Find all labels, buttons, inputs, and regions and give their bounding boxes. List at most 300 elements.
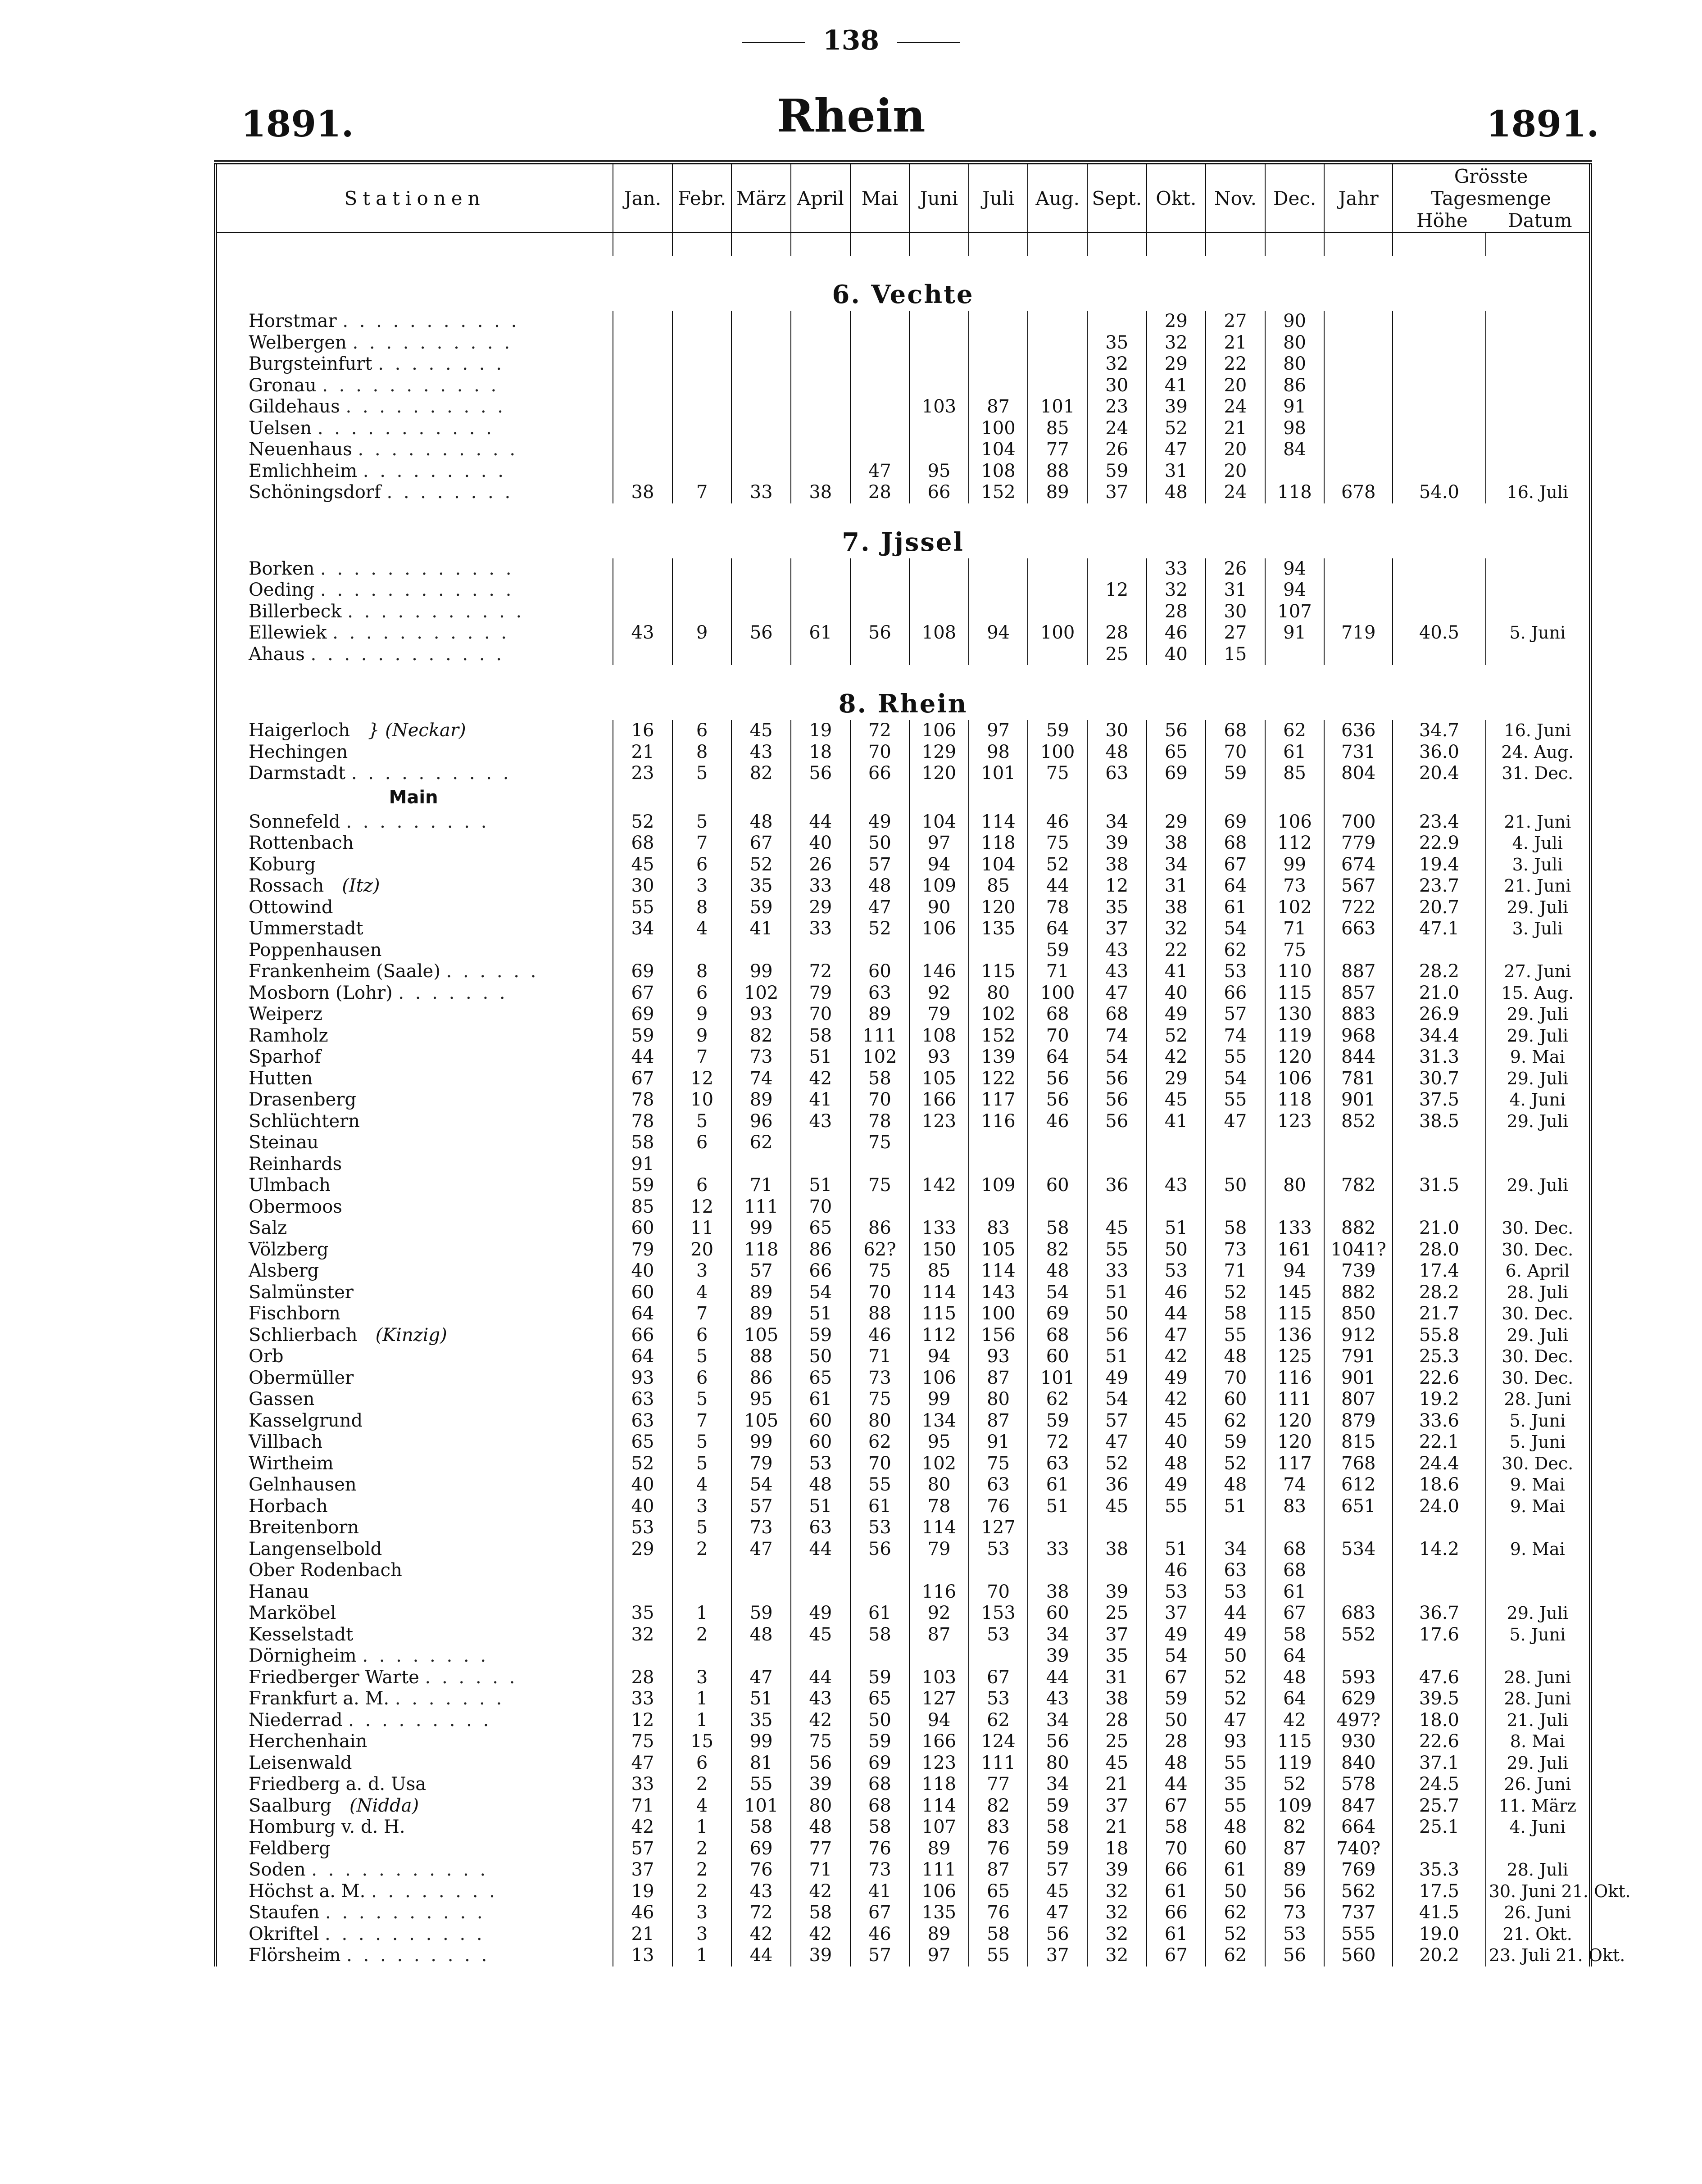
value-cell: 70: [1206, 1368, 1265, 1389]
value-cell: 26. Juni: [1486, 1902, 1591, 1924]
value-cell: 61: [1265, 1581, 1325, 1603]
station-name: Breitenborn: [249, 1517, 359, 1538]
station-name: Horbach: [249, 1495, 328, 1517]
value-cell: [791, 1645, 850, 1667]
value-cell: 4: [672, 1474, 732, 1496]
value-cell: [1028, 1196, 1087, 1218]
value-cell: 3: [672, 1667, 732, 1689]
value-cell: 807: [1324, 1389, 1393, 1410]
value-cell: 52: [1206, 1453, 1265, 1475]
value-cell: 560: [1324, 1945, 1393, 1967]
table-row: [216, 1154, 1591, 1175]
value-cell: 58: [1206, 1218, 1265, 1239]
leader-dots: . . . . . . . . . . .: [342, 311, 520, 332]
value-cell: [1486, 1517, 1591, 1539]
value-cell: 80: [1265, 1175, 1325, 1196]
value-cell: [909, 311, 969, 332]
value-cell: 34: [1028, 1624, 1087, 1646]
value-cell: 61: [1265, 742, 1325, 763]
value-cell: 122: [969, 1068, 1028, 1090]
station-cell: [216, 1603, 613, 1624]
value-cell: 25.7: [1393, 1795, 1486, 1817]
station-cell: [216, 1838, 613, 1860]
value-cell: 7: [672, 833, 732, 854]
value-cell: [1393, 1560, 1486, 1581]
value-cell: 29. Juli: [1486, 1068, 1591, 1090]
value-cell: 56: [1028, 1731, 1087, 1753]
value-cell: 133: [1265, 1218, 1325, 1239]
value-cell: 35: [1087, 332, 1147, 354]
value-cell: 29. Juli: [1486, 1025, 1591, 1047]
value-cell: 7: [672, 1303, 732, 1325]
value-cell: 67: [613, 983, 672, 1004]
station-cell: [216, 897, 613, 919]
value-cell: 82: [731, 763, 791, 784]
value-cell: 56: [1028, 1924, 1087, 1945]
value-cell: [909, 439, 969, 461]
station-name: Ahaus: [249, 643, 305, 665]
station-cell: [216, 396, 613, 418]
value-cell: 54: [1087, 1389, 1147, 1410]
value-cell: 89: [909, 1838, 969, 1860]
value-cell: [1393, 580, 1486, 601]
value-cell: 67: [969, 1667, 1028, 1689]
table-row: [216, 1838, 1591, 1860]
value-cell: [1324, 353, 1393, 375]
value-cell: 68: [1206, 720, 1265, 742]
value-cell: 109: [1265, 1795, 1325, 1817]
value-cell: 29. Juli: [1486, 1325, 1591, 1346]
value-cell: 38: [1028, 1581, 1087, 1603]
leader-dots: . . . . . . . . .: [346, 811, 490, 832]
value-cell: [613, 396, 672, 418]
value-cell: 115: [909, 1303, 969, 1325]
value-cell: 45: [613, 854, 672, 876]
value-cell: 41: [1147, 961, 1206, 983]
value-cell: 781: [1324, 1068, 1393, 1090]
value-cell: 30. Dec.: [1486, 1368, 1591, 1389]
value-cell: 74: [1265, 1474, 1325, 1496]
value-cell: 70: [791, 1004, 850, 1025]
table-row: [216, 461, 1591, 482]
value-cell: [969, 1560, 1028, 1581]
value-cell: [969, 644, 1028, 666]
value-cell: 65: [969, 1881, 1028, 1903]
station-cell: [216, 875, 613, 897]
value-cell: [613, 375, 672, 397]
value-cell: 22.6: [1393, 1731, 1486, 1753]
value-cell: 28: [1087, 622, 1147, 644]
value-cell: [850, 418, 910, 440]
value-cell: 20: [672, 1239, 732, 1261]
value-cell: 75: [850, 1389, 910, 1410]
value-cell: 29: [1147, 311, 1206, 332]
value-cell: 33: [1147, 558, 1206, 580]
value-cell: 5: [672, 1346, 732, 1368]
value-cell: 664: [1324, 1817, 1393, 1838]
station-cell: [216, 1859, 613, 1881]
value-cell: 27: [1206, 311, 1265, 332]
leader-dots: . . . . . . . .: [386, 482, 513, 503]
value-cell: 118: [1265, 1089, 1325, 1111]
table-row: [216, 1346, 1591, 1368]
value-cell: [1486, 353, 1591, 375]
table-row: [216, 918, 1591, 940]
table-row: [216, 1517, 1591, 1539]
value-cell: [731, 311, 791, 332]
header-max-height: Höhe: [1416, 209, 1468, 231]
value-cell: 901: [1324, 1089, 1393, 1111]
value-cell: 49: [1147, 1474, 1206, 1496]
value-cell: 44: [1147, 1303, 1206, 1325]
table-row: [216, 875, 1591, 897]
value-cell: [1486, 439, 1591, 461]
value-cell: 32: [1087, 1881, 1147, 1903]
station-cell: [216, 1795, 613, 1817]
value-cell: 59: [731, 897, 791, 919]
value-cell: 74: [731, 1068, 791, 1090]
value-cell: [1087, 1132, 1147, 1154]
value-cell: 19.0: [1393, 1924, 1486, 1945]
value-cell: 79: [909, 1539, 969, 1560]
value-cell: [1393, 1132, 1486, 1154]
station-cell: [216, 1645, 613, 1667]
value-cell: 48: [1147, 1453, 1206, 1475]
value-cell: 76: [969, 1838, 1028, 1860]
value-cell: 86: [731, 1368, 791, 1389]
value-cell: 30. Dec.: [1486, 1453, 1591, 1475]
leader-dots: . . . . . . . . .: [363, 460, 506, 481]
value-cell: 3: [672, 1496, 732, 1518]
value-cell: 40: [1147, 644, 1206, 666]
value-cell: [1393, 1154, 1486, 1175]
value-cell: 678: [1324, 482, 1393, 503]
value-cell: [1324, 311, 1393, 332]
station-name: Sonnefeld: [249, 811, 340, 832]
value-cell: 41: [791, 1089, 850, 1111]
value-cell: 52: [1206, 1924, 1265, 1945]
value-cell: 57: [731, 1260, 791, 1282]
value-cell: 69: [613, 961, 672, 983]
table-row: [216, 1539, 1591, 1560]
table-row: [216, 1260, 1591, 1282]
table-row: [216, 418, 1591, 440]
value-cell: 111: [731, 1196, 791, 1218]
value-cell: 39: [1147, 396, 1206, 418]
leader-dots: . . . . . . . . . .: [345, 396, 506, 417]
value-cell: [672, 580, 732, 601]
value-cell: 66: [850, 763, 910, 784]
value-cell: 82: [731, 1025, 791, 1047]
station-name: Hechingen: [249, 741, 348, 762]
table-row: [216, 1774, 1591, 1795]
value-cell: 83: [969, 1817, 1028, 1838]
value-cell: 19.4: [1393, 854, 1486, 876]
station-name: Obermoos: [249, 1196, 342, 1217]
station-name: Herchenhain: [249, 1731, 368, 1752]
table-row: [216, 1453, 1591, 1475]
value-cell: 34: [1206, 1539, 1265, 1560]
value-cell: 63: [969, 1474, 1028, 1496]
value-cell: 32: [1087, 1945, 1147, 1967]
value-cell: 737: [1324, 1902, 1393, 1924]
value-cell: 24.5: [1393, 1774, 1486, 1795]
value-cell: 30: [1206, 601, 1265, 623]
value-cell: 161: [1265, 1239, 1325, 1261]
value-cell: 101: [731, 1795, 791, 1817]
station-cell: [216, 811, 613, 833]
value-cell: 5: [672, 1453, 732, 1475]
value-cell: 99: [731, 1432, 791, 1453]
value-cell: 68: [1087, 1004, 1147, 1025]
value-cell: 52: [1087, 1453, 1147, 1475]
value-cell: 21: [1206, 332, 1265, 354]
value-cell: 106: [909, 1368, 969, 1389]
value-cell: 50: [1147, 1239, 1206, 1261]
value-cell: 30. Dec.: [1486, 1218, 1591, 1239]
value-cell: 887: [1324, 961, 1393, 983]
value-cell: 91: [613, 1154, 672, 1175]
station-cell: [216, 1710, 613, 1731]
value-cell: 23.7: [1393, 875, 1486, 897]
value-cell: 67: [1147, 1667, 1206, 1689]
value-cell: 89: [909, 1924, 969, 1945]
value-cell: [850, 1196, 910, 1218]
value-cell: 2: [672, 1859, 732, 1881]
value-cell: 124: [969, 1731, 1028, 1753]
value-cell: 3: [672, 1902, 732, 1924]
value-cell: 62: [1206, 940, 1265, 961]
value-cell: 78: [909, 1496, 969, 1518]
station-name: Feldberg: [249, 1838, 331, 1859]
station-name: Borken: [249, 558, 315, 579]
leader-dots: . . . . . . . . . . .: [317, 417, 495, 439]
leader-dots: . . . . . .: [446, 961, 539, 982]
value-cell: 55: [1147, 1496, 1206, 1518]
value-cell: 30.7: [1393, 1068, 1486, 1090]
value-cell: 37.5: [1393, 1089, 1486, 1111]
value-cell: 24.4: [1393, 1453, 1486, 1475]
value-cell: 37: [613, 1859, 672, 1881]
station-cell: [216, 1945, 613, 1967]
value-cell: 45: [1147, 1410, 1206, 1432]
value-cell: 12: [672, 1068, 732, 1090]
value-cell: 105: [731, 1325, 791, 1346]
value-cell: 27: [1206, 622, 1265, 644]
station-name: Hutten: [249, 1068, 313, 1089]
value-cell: 53: [1265, 1924, 1325, 1945]
value-cell: [1393, 601, 1486, 623]
value-cell: 37: [1087, 918, 1147, 940]
table-row: [216, 1089, 1591, 1111]
value-cell: [1028, 311, 1087, 332]
value-cell: 77: [1028, 439, 1087, 461]
value-cell: 15. Aug.: [1486, 983, 1591, 1004]
value-cell: 67: [1147, 1945, 1206, 1967]
table-row: [216, 1902, 1591, 1924]
value-cell: 30. Dec.: [1486, 1239, 1591, 1261]
value-cell: 72: [1028, 1432, 1087, 1453]
value-cell: 31: [1087, 1667, 1147, 1689]
value-cell: 85: [909, 1260, 969, 1282]
value-cell: [1324, 1196, 1393, 1218]
value-cell: 840: [1324, 1753, 1393, 1774]
value-cell: 31: [1147, 461, 1206, 482]
value-cell: 50: [1206, 1175, 1265, 1196]
table-row: [216, 854, 1591, 876]
value-cell: 45: [1028, 1881, 1087, 1903]
value-cell: 48: [731, 1624, 791, 1646]
leader-dots: . . . . . . . . . . .: [347, 601, 525, 622]
value-cell: 98: [969, 742, 1028, 763]
value-cell: 75: [1028, 763, 1087, 784]
value-cell: 68: [850, 1774, 910, 1795]
value-cell: 35: [1087, 897, 1147, 919]
value-cell: 9. Mai: [1486, 1474, 1591, 1496]
value-cell: 66: [909, 482, 969, 503]
value-cell: 80: [969, 983, 1028, 1004]
value-cell: 19.2: [1393, 1389, 1486, 1410]
value-cell: 16. Juni: [1486, 720, 1591, 742]
value-cell: 75: [850, 1132, 910, 1154]
value-cell: 731: [1324, 742, 1393, 763]
value-cell: 68: [1265, 1539, 1325, 1560]
station-name: Langenselbold: [249, 1538, 382, 1559]
value-cell: 99: [731, 961, 791, 983]
value-cell: [791, 311, 850, 332]
value-cell: 66: [1147, 1859, 1206, 1881]
leader-dots: . . . . . . . . . . .: [332, 622, 510, 643]
value-cell: 28: [1147, 1731, 1206, 1753]
value-cell: 129: [909, 742, 969, 763]
value-cell: 56: [850, 1539, 910, 1560]
value-cell: 78: [1028, 897, 1087, 919]
value-cell: [672, 311, 732, 332]
value-cell: 722: [1324, 897, 1393, 919]
value-cell: [1486, 1154, 1591, 1175]
value-cell: 66: [613, 1325, 672, 1346]
station-cell: [216, 1539, 613, 1560]
value-cell: 71: [731, 1175, 791, 1196]
value-cell: 44: [1147, 1774, 1206, 1795]
value-cell: 5. Juni: [1486, 1432, 1591, 1453]
value-cell: 76: [850, 1838, 910, 1860]
value-cell: 10: [672, 1089, 732, 1111]
value-cell: 75: [791, 1731, 850, 1753]
value-cell: [1265, 461, 1325, 482]
value-cell: 61: [1028, 1474, 1087, 1496]
value-cell: 24.0: [1393, 1496, 1486, 1518]
value-cell: 105: [731, 1410, 791, 1432]
value-cell: 54.0: [1393, 482, 1486, 503]
value-cell: 1: [672, 1688, 732, 1710]
value-cell: 70: [850, 1453, 910, 1475]
value-cell: [1147, 1132, 1206, 1154]
value-cell: [731, 418, 791, 440]
value-cell: 769: [1324, 1859, 1393, 1881]
value-cell: 5: [672, 1432, 732, 1453]
value-cell: 37: [1147, 1603, 1206, 1624]
station-name: Salz: [249, 1218, 287, 1239]
value-cell: 118: [909, 1774, 969, 1795]
value-cell: [1028, 1560, 1087, 1581]
value-cell: 8: [672, 961, 732, 983]
value-cell: 47: [613, 1753, 672, 1774]
value-cell: [1393, 418, 1486, 440]
station-name: Gelnhausen: [249, 1474, 357, 1495]
value-cell: [1265, 1196, 1325, 1218]
value-cell: [1087, 1560, 1147, 1581]
value-cell: 912: [1324, 1325, 1393, 1346]
value-cell: [791, 396, 850, 418]
value-cell: 38: [1147, 833, 1206, 854]
value-cell: [1393, 311, 1486, 332]
value-cell: 103: [909, 1667, 969, 1689]
value-cell: 95: [731, 1389, 791, 1410]
value-cell: 32: [1147, 580, 1206, 601]
value-cell: [850, 558, 910, 580]
value-cell: 38: [1087, 1539, 1147, 1560]
station-name: Gronau: [249, 375, 317, 396]
value-cell: 87: [969, 1859, 1028, 1881]
value-cell: 119: [1265, 1025, 1325, 1047]
value-cell: 120: [1265, 1432, 1325, 1453]
value-cell: 47: [731, 1539, 791, 1560]
value-cell: 59: [850, 1731, 910, 1753]
value-cell: 24: [1206, 396, 1265, 418]
table-row: [216, 1303, 1591, 1325]
value-cell: 78: [613, 1111, 672, 1133]
value-cell: 28.0: [1393, 1239, 1486, 1261]
table-row: [216, 1688, 1591, 1710]
value-cell: 497?: [1324, 1710, 1393, 1731]
value-cell: 50: [850, 1710, 910, 1731]
value-cell: 48: [1087, 742, 1147, 763]
leader-dots: . . . . . . . . . .: [351, 763, 512, 784]
header-max-date: Datum: [1508, 209, 1572, 231]
value-cell: [909, 1132, 969, 1154]
value-cell: [1324, 396, 1393, 418]
header-jul: Juli: [969, 163, 1028, 233]
value-cell: 86: [791, 1239, 850, 1261]
value-cell: 123: [1265, 1111, 1325, 1133]
station-cell: [216, 558, 613, 580]
value-cell: 48: [1206, 1817, 1265, 1838]
value-cell: 90: [909, 897, 969, 919]
value-cell: 84: [1265, 439, 1325, 461]
value-cell: [672, 418, 732, 440]
value-cell: [672, 439, 732, 461]
value-cell: [731, 940, 791, 961]
value-cell: [1324, 1645, 1393, 1667]
value-cell: 4: [672, 918, 732, 940]
value-cell: 35: [731, 875, 791, 897]
value-cell: 43: [1087, 961, 1147, 983]
leader-dots: . . . . . . . . . .: [325, 1923, 485, 1944]
value-cell: 63: [613, 1389, 672, 1410]
value-cell: 57: [850, 854, 910, 876]
value-cell: 33: [731, 482, 791, 503]
header-oct: Okt.: [1147, 163, 1206, 233]
value-cell: 58: [850, 1624, 910, 1646]
value-cell: 51: [1147, 1539, 1206, 1560]
value-cell: 94: [1265, 1260, 1325, 1282]
value-cell: 847: [1324, 1795, 1393, 1817]
value-cell: 60: [791, 1410, 850, 1432]
value-cell: 127: [969, 1517, 1028, 1539]
value-cell: 44: [1028, 1667, 1087, 1689]
value-cell: 119: [1265, 1753, 1325, 1774]
